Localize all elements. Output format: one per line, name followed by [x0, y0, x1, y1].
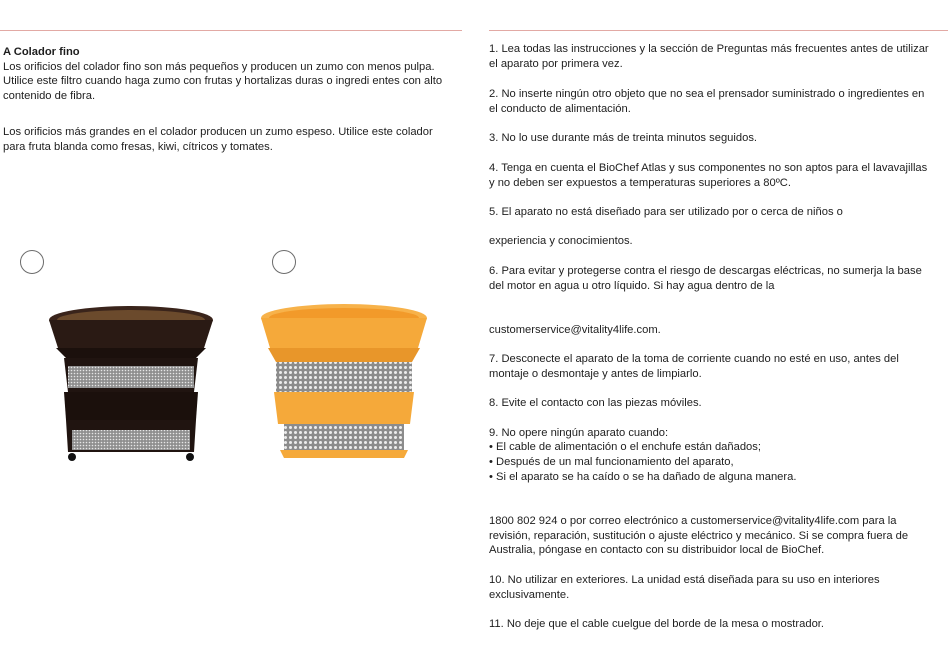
instruction-4: 4. Tenga en cuenta el BioChef Atlas y sus componentes no son aptos para el lavavajillas y no deben ser expuestos a temperaturas superiores a 80ºC. — [489, 162, 928, 189]
instruction-8: 8. Evite el contacto con las piezas móviles. — [489, 397, 702, 409]
coarse-strainer-description: Los orificios más grandes en el colador producen un zumo espeso. Utilice este colador para fruta blanda como fresas, kiwi, cítricos y tomates. — [3, 126, 433, 153]
instruction-9-bullet-3: • Si el aparato se ha caído o se ha dañado de alguna manera. — [489, 471, 797, 483]
instruction-7: 7. Desconecte el aparato de la toma de corriente cuando no esté en uso, antes del montaje o desmontaje y antes de limpiarlo. — [489, 353, 899, 380]
instruction-1: 1. Lea todas las instrucciones y la sección de Preguntas más frecuentes antes de utilizar el aparato por primera vez. — [489, 43, 929, 70]
fine-strainer-description: Los orificios del colador fino son más pequeños y producen un zumo con menos pulpa. Utilice este filtro cuando haga zumo con frutas y hortalizas duras o ingredi entes con alto contenido de fibra. — [3, 60, 443, 102]
label-circle-fine — [20, 250, 44, 274]
instruction-10: 10. No utilizar en exteriores. La unidad está diseñada para su uso en interiores exclusivamente. — [489, 574, 880, 601]
instruction-5: 5. El aparato no está diseñado para ser utilizado por o cerca de niños o — [489, 206, 843, 218]
contact-email: customerservice@vitality4life.com. — [489, 324, 661, 336]
instruction-2: 2. No inserte ningún otro objeto que no sea el prensador suministrado o ingredientes en el conducto de alimentación. — [489, 88, 925, 115]
instruction-11: 11. No deje que el cable cuelgue del borde de la mesa o mostrador. — [489, 618, 825, 630]
instruction-9: 9. No opere ningún aparato cuando: — [489, 427, 669, 439]
right-divider — [489, 30, 948, 31]
instruction-9-bullet-1: • El cable de alimentación o el enchufe están dañados; — [489, 441, 761, 453]
instruction-6: 6. Para evitar y protegerse contra el riesgo de descargas eléctricas, no sumerja la base del motor en agua u otro líquido. Si hay agua dentro de la — [489, 265, 922, 292]
section-heading: A Colador fino — [3, 46, 80, 58]
instruction-9-bullet-2: • Después de un mal funcionamiento del aparato, — [489, 456, 734, 468]
strainer-orange-icon — [258, 300, 430, 462]
left-divider — [0, 30, 462, 31]
instruction-5-cont: experiencia y conocimientos. — [489, 235, 633, 247]
service-contact: 1800 802 924 o por correo electrónico a customerservice@vitality4life.com para la revisión, reparación, sustitución o ajuste eléctrico y mecánico. Si se compra fuera de Australia, póngase en contacto con su distribuidor local de BioChef. — [489, 515, 909, 557]
instruction-3: 3. No lo use durante más de treinta minutos seguidos. — [489, 132, 758, 144]
label-circle-coarse — [272, 250, 296, 274]
left-column — [3, 45, 448, 155]
strainer-dark-icon — [46, 300, 216, 464]
